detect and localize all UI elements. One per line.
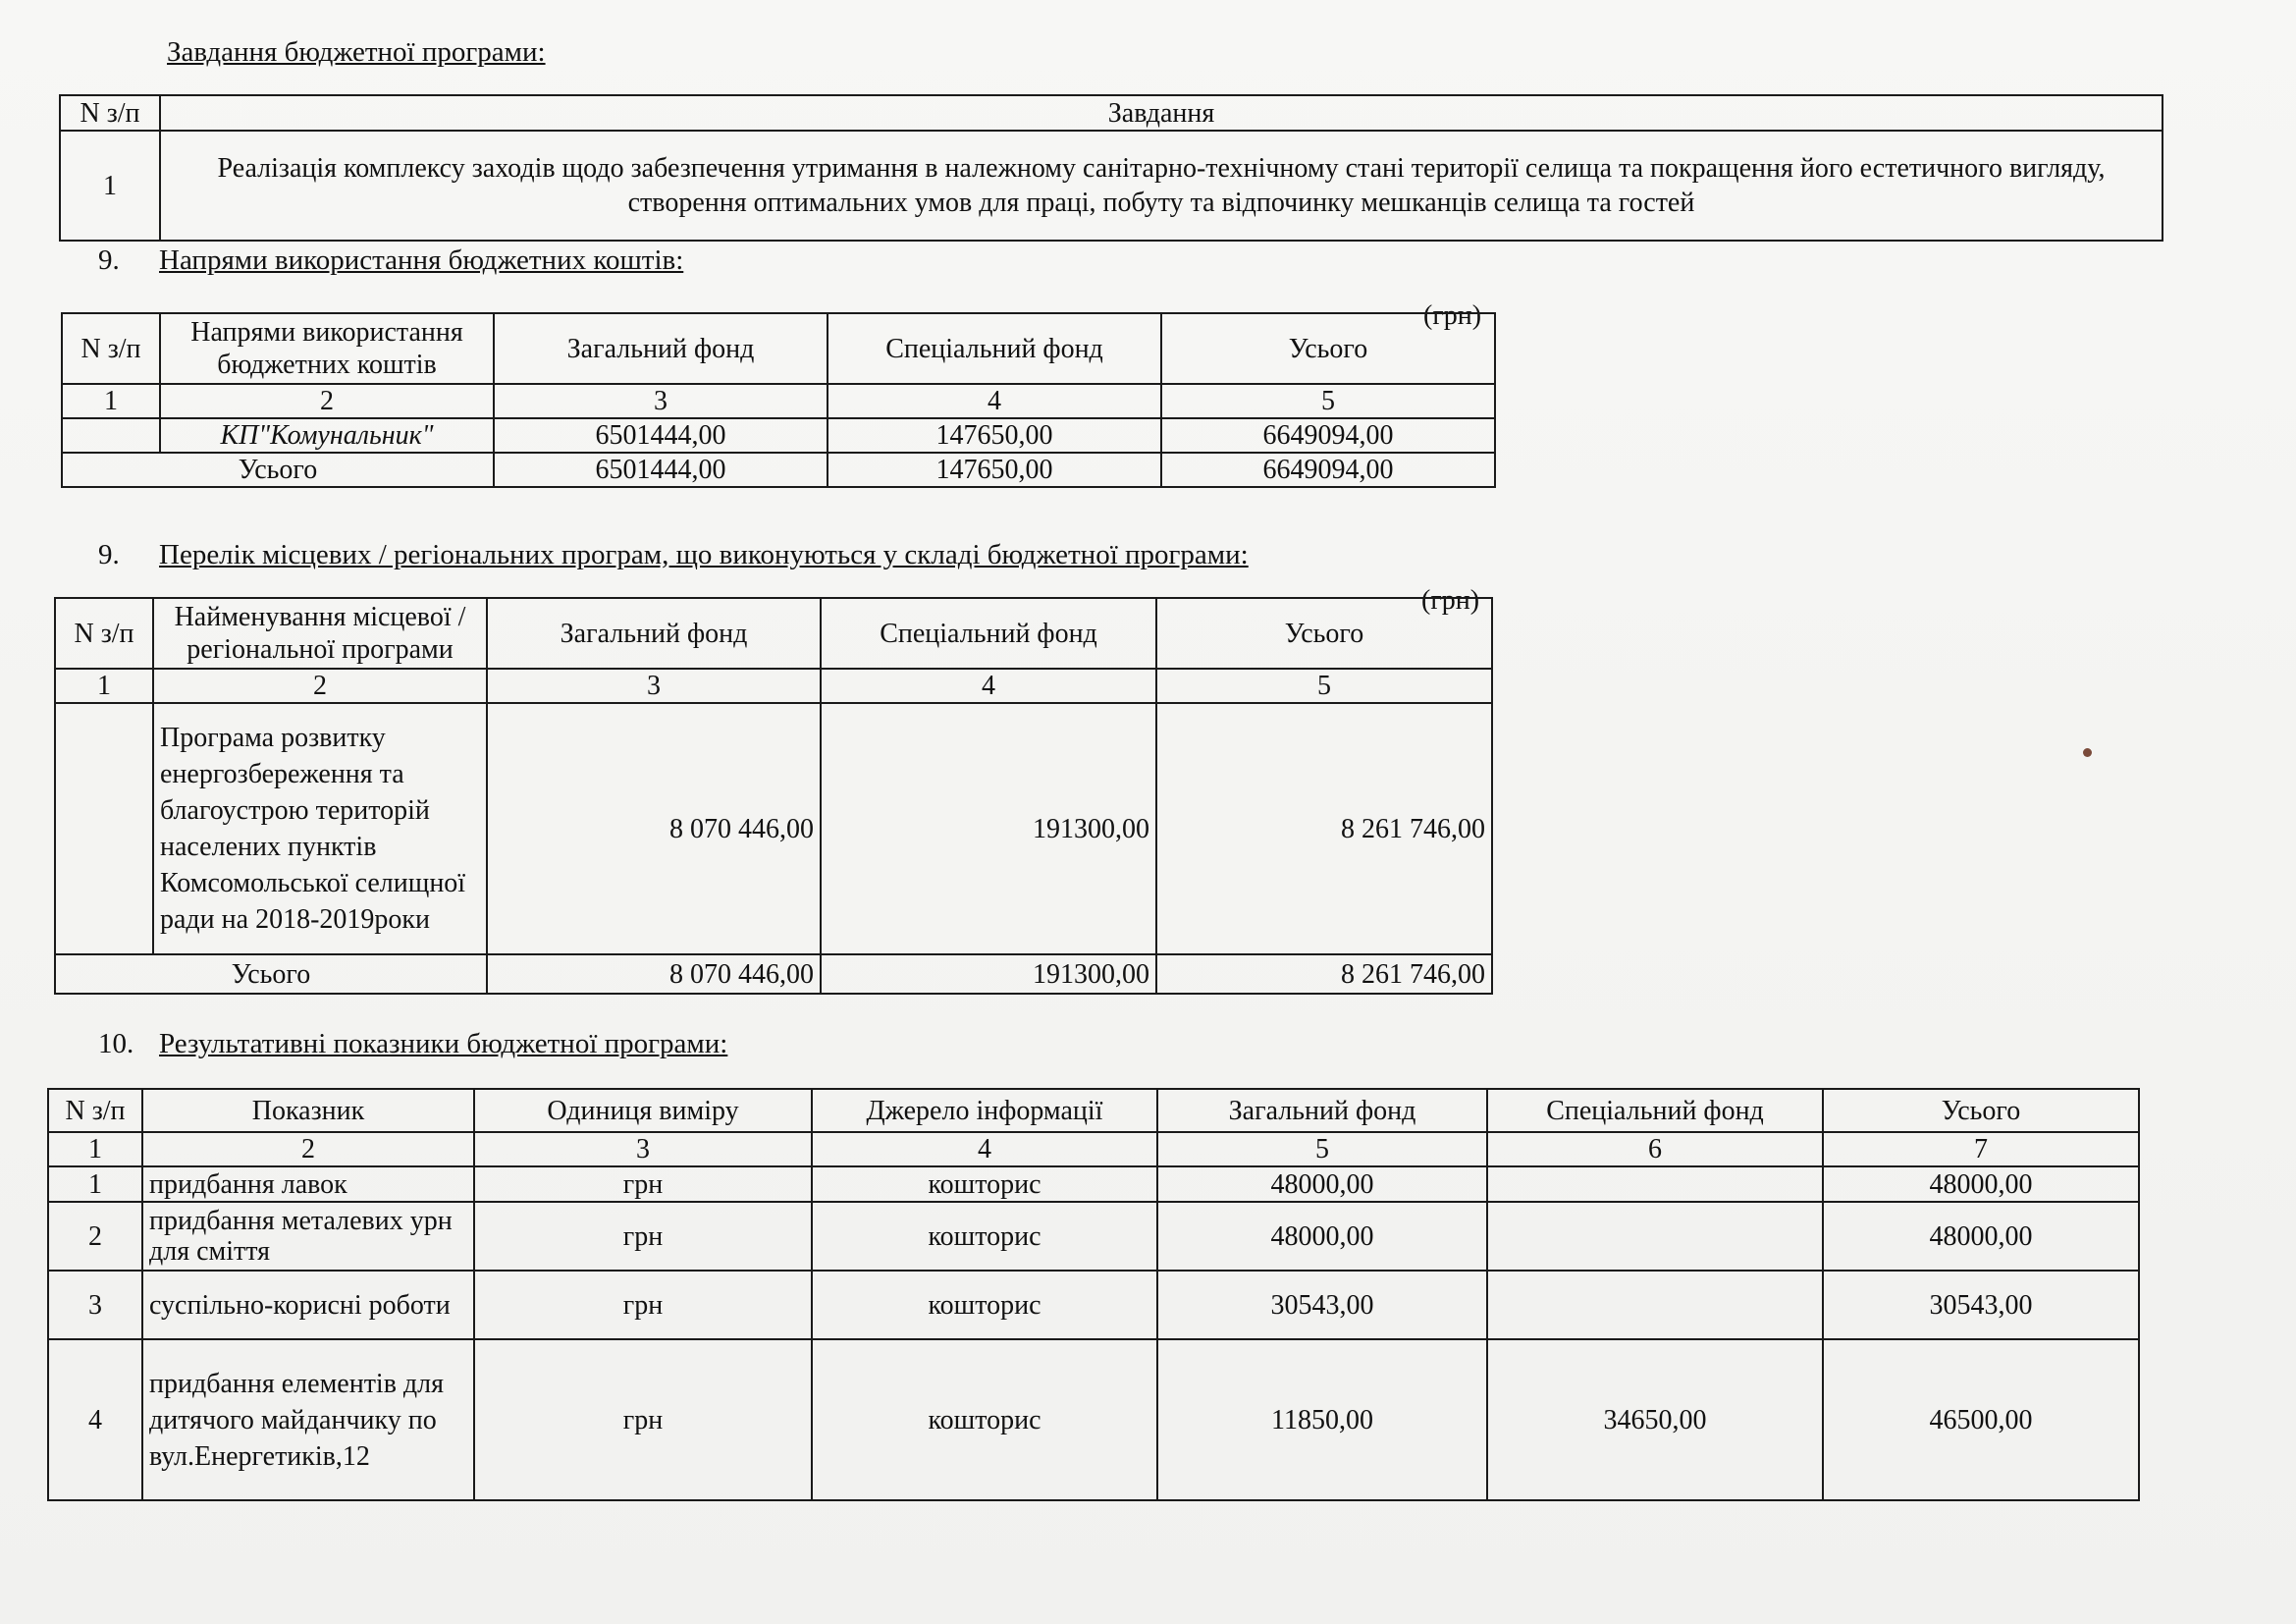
unit-value: грн [474,1202,812,1271]
col-total-header: Усього [1161,313,1495,384]
table-row [48,1271,2139,1339]
special-fund-total: 191300,00 [821,954,1156,994]
col-num-header: N з/п [60,95,160,131]
table-header-row [60,95,2163,131]
col-name-header: Напрями використання бюджетних коштів [160,313,494,384]
index-cell: 3 [494,384,828,418]
col-total-header: Усього [1156,598,1492,669]
column-index-row [48,1132,2139,1166]
index-cell: 3 [474,1132,812,1166]
special-fund-value: 34650,00 [1487,1339,1823,1500]
table-row [48,1339,2139,1500]
special-fund-value [1487,1166,1823,1202]
total-value: 46500,00 [1823,1339,2139,1500]
index-cell: 7 [1823,1132,2139,1166]
col-total-header: Усього [1823,1089,2139,1132]
index-cell: 6 [1487,1132,1823,1166]
row-number [62,418,160,453]
source-value: кошторис [812,1271,1157,1339]
programs-heading: 9. Перелік місцевих / регіональних програм, що виконуються у складі бюджетної програми: [98,539,1249,570]
column-index-row [62,384,1495,418]
unit-value: грн [474,1166,812,1202]
row-number: 4 [48,1339,142,1500]
tasks-heading: Завдання бюджетної програми: [167,36,546,68]
source-value: кошторис [812,1339,1157,1500]
unit-value: грн [474,1271,812,1339]
total-value: 30543,00 [1823,1271,2139,1339]
row-number [55,703,153,954]
col-source-header: Джерело інформації [812,1089,1157,1132]
general-fund-value: 6501444,00 [494,418,828,453]
general-fund-value: 30543,00 [1157,1271,1487,1339]
table-row [48,1202,2139,1271]
row-number: 1 [60,131,160,241]
col-general-header: Загальний фонд [1157,1089,1487,1132]
directions-table [61,312,1496,488]
indicators-table [47,1088,2140,1501]
unit-value: грн [474,1339,812,1500]
index-cell: 3 [487,669,821,703]
total-row [62,453,1495,487]
grand-total: 6649094,00 [1161,453,1495,487]
table-row [62,418,1495,453]
general-fund-value: 48000,00 [1157,1166,1487,1202]
row-number: 2 [48,1202,142,1271]
ink-speck [2083,748,2092,757]
index-cell: 1 [62,384,160,418]
total-value: 6649094,00 [1161,418,1495,453]
table-header-row [62,313,1495,384]
col-num-header: N з/п [48,1089,142,1132]
programs-unit: (грн) [1421,585,1480,616]
col-num-header: N з/п [55,598,153,669]
direction-name: КП"Комунальник" [160,418,494,453]
col-special-header: Спеціальний фонд [821,598,1156,669]
total-label: Усього [55,954,487,994]
index-cell: 1 [48,1132,142,1166]
special-fund-value [1487,1271,1823,1339]
indicator-name: придбання елементів для дитячого майданчику по вул.Енергетиків,12 [142,1339,474,1500]
directions-unit: (грн) [1423,300,1482,331]
general-fund-total: 6501444,00 [494,453,828,487]
col-num-header: N з/п [62,313,160,384]
indicators-heading: 10. Результативні показники бюджетної програми: [98,1028,728,1059]
col-unit-header: Одиниця виміру [474,1089,812,1132]
col-task-header: Завдання [160,95,2163,131]
col-general-header: Загальний фонд [494,313,828,384]
general-fund-value: 11850,00 [1157,1339,1487,1500]
special-fund-value [1487,1202,1823,1271]
col-general-header: Загальний фонд [487,598,821,669]
col-indicator-header: Показник [142,1089,474,1132]
indicator-name: придбання металевих урн для сміття [142,1202,474,1271]
total-value: 48000,00 [1823,1166,2139,1202]
general-fund-value: 48000,00 [1157,1202,1487,1271]
source-value: кошторис [812,1202,1157,1271]
source-value: кошторис [812,1166,1157,1202]
index-cell: 4 [812,1132,1157,1166]
table-row [60,131,2163,241]
index-cell: 2 [142,1132,474,1166]
col-name-header: Найменування місцевої / регіональної програми [153,598,487,669]
row-number: 1 [48,1166,142,1202]
tasks-table [59,94,2163,242]
col-special-header: Спеціальний фонд [1487,1089,1823,1132]
program-name: Програма розвитку енергозбереження та благоустрою територій населених пунктів Комсомольської селищної ради на 2018-2019роки [153,703,487,954]
col-special-header: Спеціальний фонд [828,313,1161,384]
table-row [55,703,1492,954]
directions-heading: 9. Напрями використання бюджетних коштів: [98,244,684,276]
total-value: 8 261 746,00 [1156,703,1492,954]
table-row [48,1166,2139,1202]
index-cell: 5 [1156,669,1492,703]
programs-table [54,597,1493,995]
special-fund-total: 147650,00 [828,453,1161,487]
total-label: Усього [62,453,494,487]
index-cell: 4 [821,669,1156,703]
indicator-name: придбання лавок [142,1166,474,1202]
index-cell: 5 [1161,384,1495,418]
general-fund-value: 8 070 446,00 [487,703,821,954]
special-fund-value: 147650,00 [828,418,1161,453]
index-cell: 5 [1157,1132,1487,1166]
general-fund-total: 8 070 446,00 [487,954,821,994]
total-row [55,954,1492,994]
grand-total: 8 261 746,00 [1156,954,1492,994]
total-value: 48000,00 [1823,1202,2139,1271]
index-cell: 2 [153,669,487,703]
task-text: Реалізація комплексу заходів щодо забезпечення утримання в належному санітарно-технічному стані території селища та покращення його естетичного вигляду, створення оптимальних умов для праці, побуту та відпочинку мешканців селища та гостей [160,131,2163,241]
table-header-row [48,1089,2139,1132]
table-header-row [55,598,1492,669]
column-index-row [55,669,1492,703]
index-cell: 1 [55,669,153,703]
index-cell: 2 [160,384,494,418]
indicator-name: суспільно-корисні роботи [142,1271,474,1339]
special-fund-value: 191300,00 [821,703,1156,954]
row-number: 3 [48,1271,142,1339]
index-cell: 4 [828,384,1161,418]
